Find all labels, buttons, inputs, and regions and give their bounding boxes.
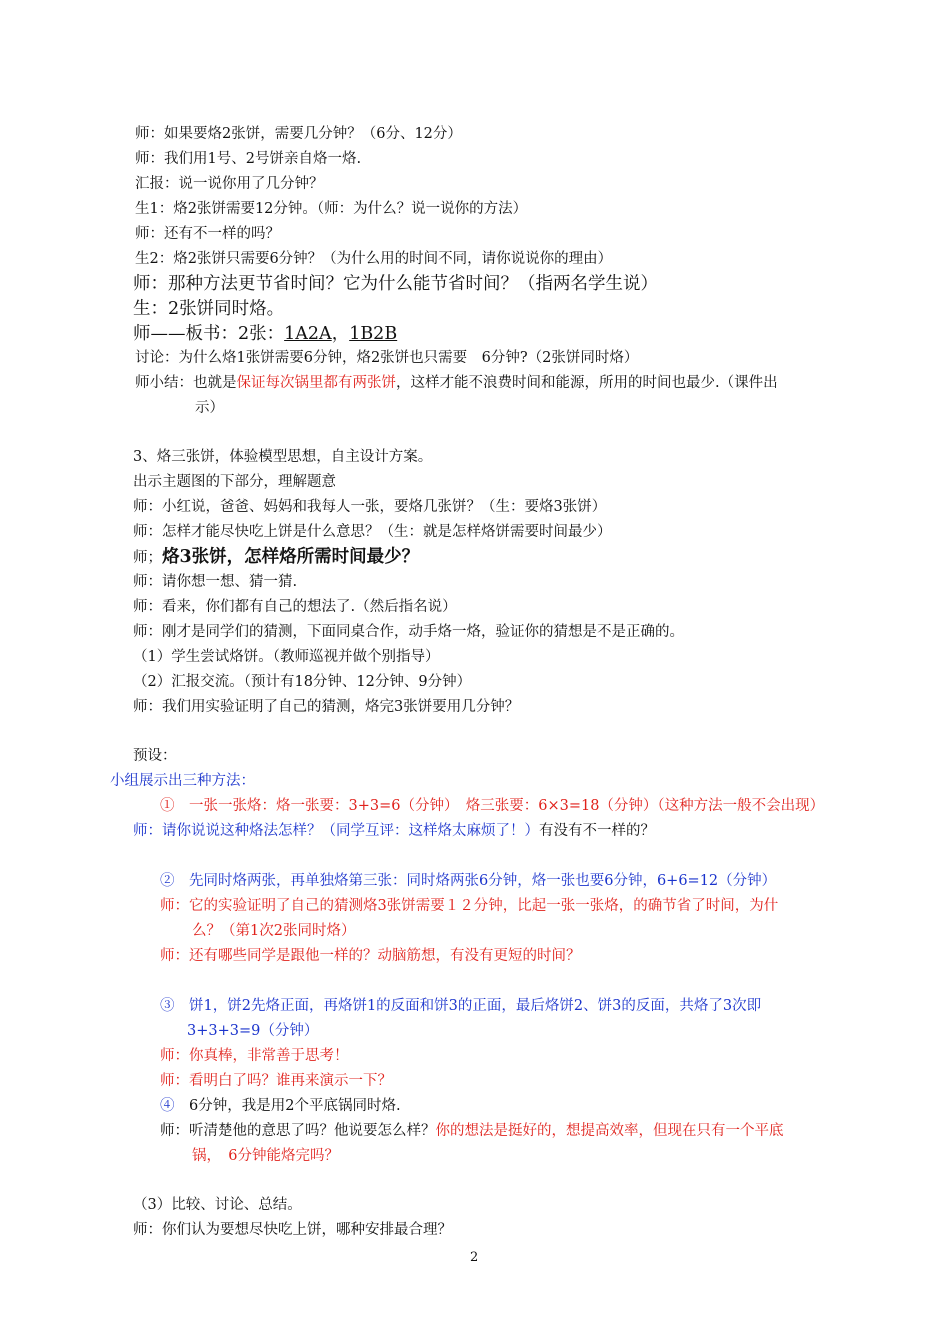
- method-2-comment-cont: 么？（第1次2张同时烙）: [192, 923, 356, 939]
- summary-line: [135, 373, 778, 393]
- board-item-1: 1A2A: [284, 324, 332, 344]
- summary-highlight: 保证每次锅里都有两张饼: [236, 375, 396, 391]
- text-line: 讨论：为什么烙1张饼需要6分钟，烙2张饼也只需要 6分钟?（2张饼同时烙）: [135, 350, 639, 366]
- method-4: [160, 1096, 401, 1116]
- text-line: 师：看来，你们都有自己的想法了.（然后指名说）: [133, 599, 457, 615]
- method-2-question: 师：还有哪些同学是跟他一样的？动脑筋想，有没有更短的时间？: [160, 948, 581, 964]
- question-prefix: 师；: [133, 550, 162, 566]
- text-line: 示）: [195, 400, 224, 416]
- comment-blue: 师：请你说说这种烙法怎样？（同学互评：这样烙太麻烦了！）: [133, 823, 539, 839]
- method-4-text: 6分钟，我是用2个平底锅同时烙.: [174, 1098, 401, 1114]
- text-line: 师：我们用实验证明了自己的猜测，烙完3张饼要用几分钟？: [133, 699, 520, 715]
- method-4-comment-red: 你的想法是挺好的，想提高效率，但现在只有一个平底: [435, 1123, 784, 1139]
- text-line: 师：刚才是同学们的猜测，下面同桌合作，动手烙一烙，验证你的猜想是不是正确的。: [133, 624, 684, 640]
- methods-heading: 小组展示出三种方法：: [110, 773, 255, 789]
- method-3-praise: 师：你真棒，非常善于思考！: [160, 1048, 349, 1064]
- method-2: ② 先同时烙两张，再单独烙第三张：同时烙两张6分钟，烙一张也要6分钟，6+6=12（分钟）: [160, 873, 777, 889]
- text-line-large: 生：2张饼同时烙。: [133, 299, 285, 319]
- page-number: 2: [470, 1250, 479, 1265]
- text-line: 生1：烙2张饼需要12分钟。（师：为什么？说一说你的方法）: [135, 201, 528, 217]
- text-line: 出示主题图的下部分，理解题意: [133, 474, 336, 490]
- summary-prefix: 师小结：也就是: [135, 375, 237, 391]
- text-line: 师：小红说，爸爸、妈妈和我每人一张，要烙几张饼？（生：要烙3张饼）: [133, 499, 607, 515]
- method-2-comment: 师：它的实验证明了自己的猜测烙3张饼需要１２分钟，比起一张一张烙，的确节省了时间，为什: [160, 898, 779, 914]
- comment-rest: 有没有不一样的？: [539, 823, 655, 839]
- question-line: [133, 546, 419, 568]
- board-writing-line: [133, 323, 397, 345]
- section-heading: 3、烙三张饼，体验模型思想，自主设计方案。: [133, 449, 433, 465]
- text-line: （1）学生尝试烙饼。（教师巡视并做个别指导）: [133, 649, 440, 665]
- board-sep: ，: [331, 324, 350, 344]
- summary-rest: ，这样才能不浪费时间和能源，所用的时间也最少.（课件出: [396, 375, 778, 391]
- method-4-marker: ④: [160, 1098, 175, 1114]
- method-4-comment-cont: 锅， 6分钟能烙完吗？: [192, 1148, 339, 1164]
- method-3: ③ 饼1，饼2先烙正面，再烙饼1的反面和饼3的正面，最后烙饼2、饼3的反面，共烙了3次即: [160, 998, 762, 1014]
- text-line: 师：你们认为要想尽快吃上饼，哪种安排最合理？: [133, 1222, 452, 1238]
- method-3-question: 师：看明白了吗？谁再来演示一下？: [160, 1073, 392, 1089]
- text-line: 生2：烙2张饼只需要6分钟？（为什么用的时间不同，请你说说你的理由）: [135, 251, 613, 267]
- text-line: 师：请你想一想、猜一猜.: [133, 574, 298, 590]
- method-1: ① 一张一张烙：烙一张要：3+3=6（分钟） 烙三张要：6×3=18（分钟）（这种方法一般不会出现）: [160, 798, 825, 814]
- method-1-comment: [133, 821, 655, 841]
- text-line: 师：如果要烙2张饼，需要几分钟？（6分、12分）: [135, 126, 462, 142]
- text-line: 师：还有不一样的吗？: [135, 226, 280, 242]
- text-line: 师：我们用1号、2号饼亲自烙一烙.: [135, 151, 362, 167]
- text-line-large: 师：那种方法更节省时间？它为什么能节省时间？（指两名学生说）: [133, 274, 658, 294]
- text-line: （3）比较、讨论、总结。: [133, 1197, 302, 1213]
- method-4-comment-prefix: 师：听清楚他的意思了吗？他说要怎么样？: [160, 1123, 436, 1139]
- board-item-2: 1B2B: [349, 324, 398, 344]
- text-line: 预设：: [133, 748, 177, 764]
- text-line: （2）汇报交流。（预计有18分钟、12分钟、9分钟）: [133, 674, 472, 690]
- method-3-cont: 3+3+3=9（分钟）: [187, 1023, 319, 1039]
- method-4-comment: [160, 1121, 784, 1141]
- question-bold: 烙3张饼，怎样烙所需时间最少？: [162, 547, 420, 567]
- text-line: 汇报：说一说你用了几分钟？: [135, 176, 324, 192]
- text-line: 师：怎样才能尽快吃上饼是什么意思？（生：就是怎样烙饼需要时间最少）: [133, 524, 612, 540]
- board-label: 师——板书：2张：: [133, 324, 285, 344]
